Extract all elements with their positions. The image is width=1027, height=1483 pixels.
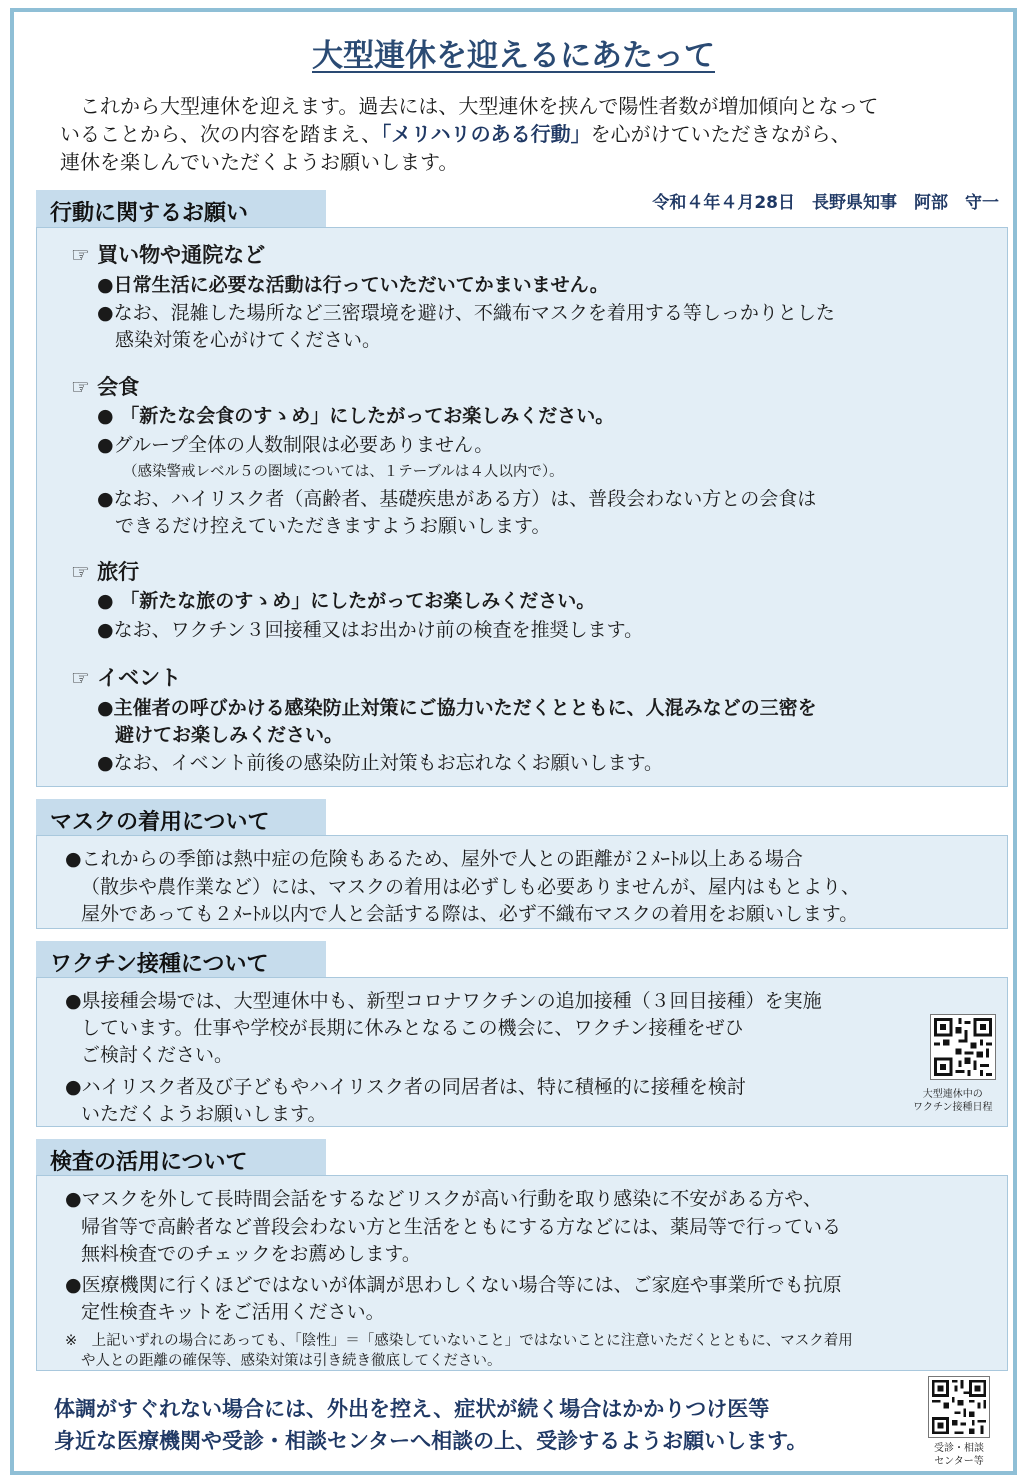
mask-line: ●これからの季節は熱中症の危険もあるため、屋外で人との距離が２ﾒｰﾄﾙ以上ある場合 <box>65 848 803 870</box>
intro-line-1: これから大型連休を迎えます。過去には、大型連休を挟んで陽性者数が増加傾向となって <box>60 94 879 118</box>
pointing-hand-icon: ☞ <box>71 560 90 584</box>
tab-mask: マスクの着用について <box>36 799 326 837</box>
testing-line: 定性検査キットをご活用ください。 <box>81 1301 385 1323</box>
intro-line-3: 連休を楽しんでいただくようお願いします。 <box>60 150 459 174</box>
qr-code-icon[interactable] <box>928 1376 990 1438</box>
testing-note: や人との距離の確保等、感染対策は引き続き徹底してください。 <box>81 1353 502 1369</box>
vaccine-line: ご検討ください。 <box>81 1044 234 1066</box>
heading-travel: ☞ 旅行 <box>71 560 140 584</box>
page-title: 大型連休を迎えるにあたって <box>312 38 715 74</box>
testing-line: 無料検査でのチェックをお薦めします。 <box>81 1243 421 1265</box>
footer-line: 身近な医療機関や受診・相談センターへ相談の上、受診するようお願いします。 <box>54 1429 808 1453</box>
pointing-hand-icon: ☞ <box>71 375 90 399</box>
dining-line: ●なお、ハイリスク者（高齢者、基礎疾患がある方）は、普段会わない方との会食は <box>97 488 817 510</box>
testing-line: 帰省等で高齢者など普段会わない方と生活をともにする方などには、薬局等で行っている <box>81 1216 842 1238</box>
heading-event: ☞ イベント <box>71 666 182 690</box>
vaccine-line: ●県接種会場では、大型連休中も、新型コロナワクチンの追加接種（３回目接種）を実施 <box>65 990 822 1012</box>
intro-line-2: いることから、次の内容を踏まえ、「メリハリのある行動」を心がけていただきながら、 <box>60 122 851 146</box>
dining-line: ● 「新たな会食のすゝめ」にしたがってお楽しみください。 <box>97 405 615 427</box>
event-line: ●主催者の呼びかける感染防止対策にご協力いただくとともに、人混みなどの三密を <box>97 697 817 719</box>
heading-dining: ☞ 会食 <box>71 375 140 399</box>
dining-line: ●グループ全体の人数制限は必要ありません。 <box>97 434 494 456</box>
heading-shopping: ☞ 買い物や通院など <box>71 243 266 267</box>
tab-vaccine: ワクチン接種について <box>36 941 326 979</box>
testing-box <box>36 1175 1008 1371</box>
travel-line: ● 「新たな旅のすゝめ」にしたがってお楽しみください。 <box>97 590 596 612</box>
tab-testing: 検査の活用について <box>36 1139 326 1177</box>
vaccine-line: いただくようお願いします。 <box>81 1103 327 1125</box>
shopping-line: ●日常生活に必要な活動は行っていただいてかまいません。 <box>97 274 609 296</box>
date-signature: 令和４年４月28日 長野県知事 阿部 守一 <box>652 193 999 213</box>
shopping-line: 感染対策を心がけてください。 <box>115 329 382 351</box>
tab-behavior: 行動に関するお願い <box>36 190 326 228</box>
vaccine-box <box>36 977 1008 1127</box>
qr-label-vaccine: 大型連休中の ワクチン接種日程 <box>913 1089 993 1113</box>
footer-line: 体調がすぐれない場合には、外出を控え、症状が続く場合はかかりつけ医等 <box>54 1397 770 1421</box>
dining-line: できるだけ控えていただきますようお願いします。 <box>115 515 551 537</box>
mask-box <box>36 835 1008 929</box>
testing-line: ●マスクを外して長時間会話をするなどリスクが高い行動を取り感染に不安がある方や、 <box>65 1188 822 1210</box>
vaccine-line: ●ハイリスク者及び子どもやハイリスク者の同居者は、特に積極的に接種を検討 <box>65 1076 746 1098</box>
qr-label-consult: 受診・相談 センター等 <box>934 1443 984 1467</box>
qr-code-icon[interactable] <box>930 1014 996 1080</box>
vaccine-line: しています。仕事や学校が長期に休みとなるこの機会に、ワクチン接種をぜひ <box>81 1017 744 1039</box>
testing-note: ※ 上記いずれの場合にあっても、「陰性」＝「感染していないこと」ではないことに注意いただくとともに、マスク着用 <box>65 1333 853 1349</box>
shopping-line: ●なお、混雑した場所など三密環境を避け、不織布マスクを着用する等しっかりとした <box>97 302 835 324</box>
mask-line: 屋外であっても２ﾒｰﾄﾙ以内で人と会話する際は、必ず不織布マスクの着用をお願いします。 <box>81 903 859 925</box>
pointing-hand-icon: ☞ <box>71 243 90 267</box>
event-line: 避けてお楽しみください。 <box>115 724 344 746</box>
event-line: ●なお、イベント前後の感染防止対策もお忘れなくお願いします。 <box>97 752 664 774</box>
behavior-box <box>36 227 1008 787</box>
travel-line: ●なお、ワクチン３回接種又はお出かけ前の検査を推奨します。 <box>97 619 644 641</box>
pointing-hand-icon: ☞ <box>71 666 90 690</box>
mask-line: （散歩や農作業など）には、マスクの着用は必ずしも必要ありませんが、屋内はもとより、 <box>81 876 861 898</box>
emphasis-meriharí: 「メリハリのある行動」 <box>381 122 591 146</box>
dining-note: （感染警戒レベル５の圏域については、１テーブルは４人以内で）。 <box>123 464 564 480</box>
testing-line: ●医療機関に行くほどではないが体調が思わしくない場合等には、ご家庭や事業所でも抗原 <box>65 1274 842 1296</box>
